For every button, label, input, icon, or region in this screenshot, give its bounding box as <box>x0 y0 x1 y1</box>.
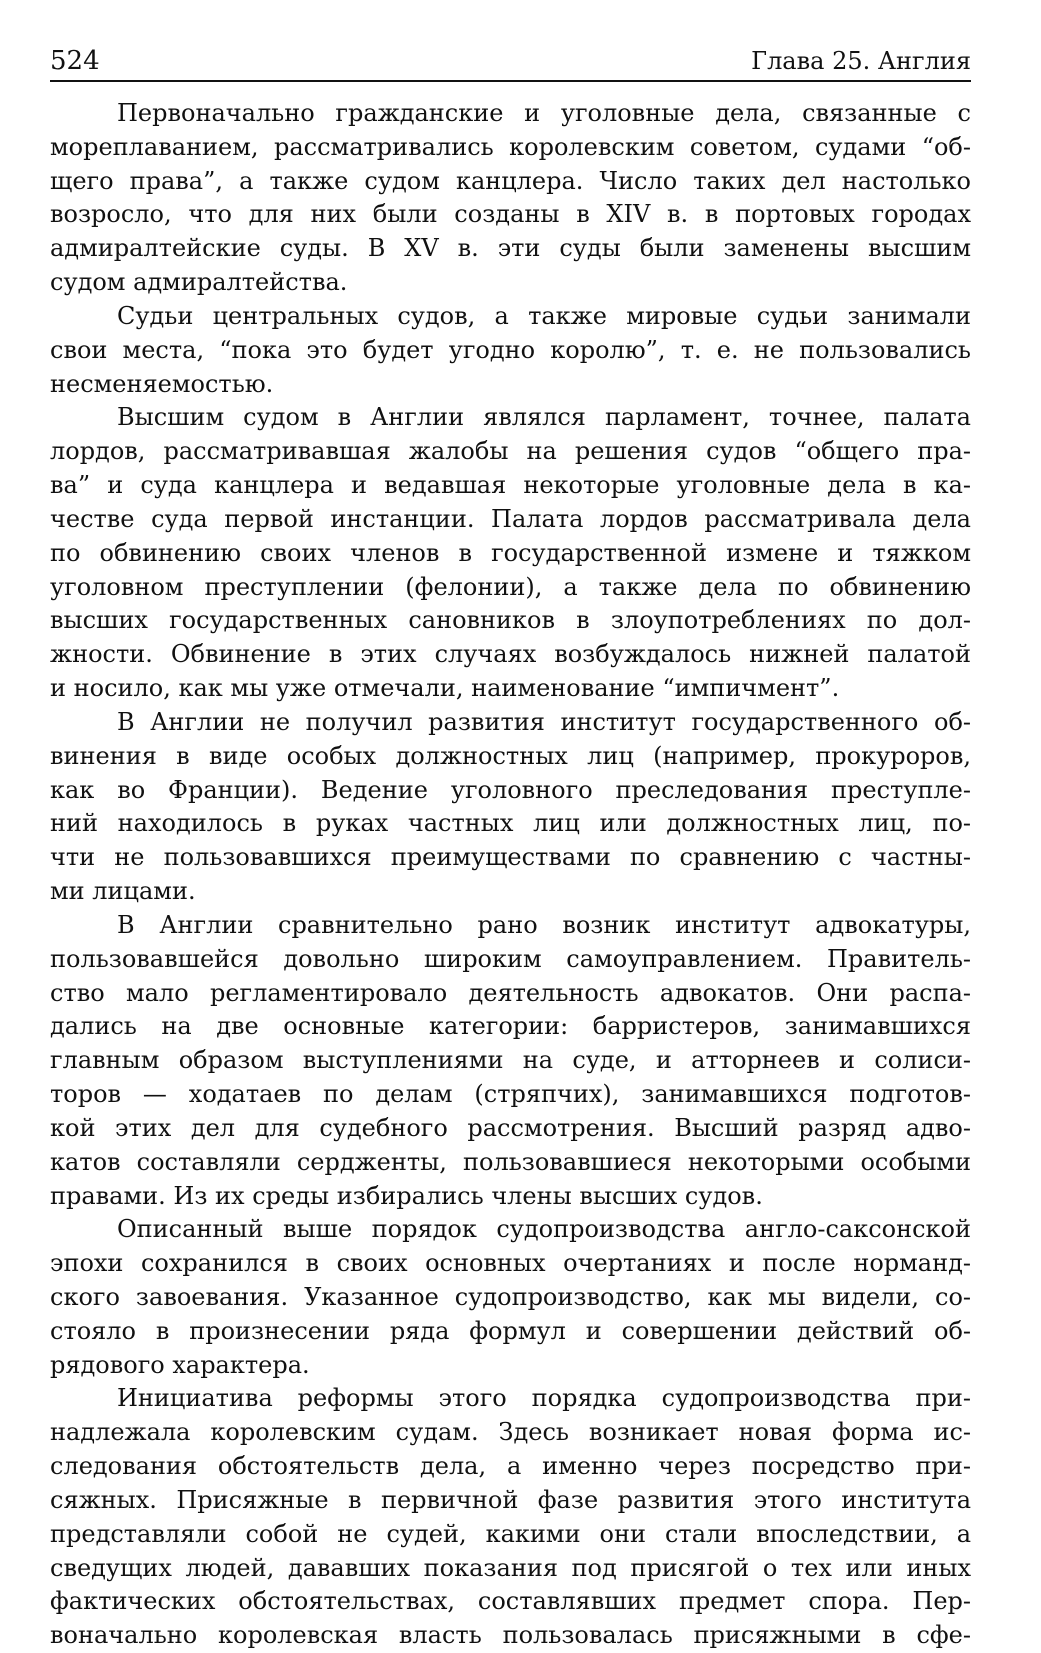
text-line: винения в виде особых должностных лиц (например, прокуроров, <box>50 741 971 770</box>
page-number: 524 <box>50 46 100 76</box>
text-line: и носило, как мы уже отмечали, наименование “импичмент”. <box>50 674 840 703</box>
text-line: ского завоевания. Указанное судопроизводство, как мы видели, со- <box>50 1282 971 1311</box>
text-line: возросло, что для них были созданы в XIV в. в портовых городах <box>50 200 971 229</box>
text-line: кой этих дел для судебного рассмотрения. Высший разряд адво- <box>50 1113 971 1142</box>
paragraph-first-line: Высшим судом в Англии являлся парламент, точнее, палата <box>117 403 971 432</box>
text-line: ний находилось в руках частных лиц или должностных лиц, по- <box>50 809 971 838</box>
text-line: как во Франции). Ведение уголовного преследования преступле- <box>50 775 971 804</box>
text-line: ми лицами. <box>50 877 196 906</box>
text-line: пользовавшейся довольно широким самоуправлением. Правитель- <box>50 944 971 973</box>
text-line: сяжных. Присяжные в первичной фазе развития этого института <box>50 1485 971 1514</box>
text-line: эпохи сохранился в своих основных очертаниях и после норманд- <box>50 1249 971 1278</box>
text-line: правами. Из их среды избирались члены высших судов. <box>50 1181 763 1210</box>
paragraph-first-line: Инициатива реформы этого порядка судопроизводства при- <box>117 1384 971 1413</box>
text-line: судом адмиралтейства. <box>50 268 348 297</box>
text-line: несменяемостью. <box>50 369 274 398</box>
text-line: стояло в произнесении ряда формул и совершении действий об- <box>50 1316 971 1345</box>
text-line: рядового характера. <box>50 1350 310 1379</box>
text-line: торов — ходатаев по делам (стряпчих), занимавшихся подготов- <box>50 1080 971 1109</box>
page-header <box>50 44 971 82</box>
text-line: представляли собой не судей, какими они стали впоследствии, а <box>50 1519 971 1548</box>
paragraph-first-line: Судьи центральных судов, а также мировые судьи занимали <box>117 301 971 330</box>
text-line: надлежала королевским судам. Здесь возникает новая форма ис- <box>50 1418 971 1447</box>
text-line: сведущих людей, дававших показания под присягой о тех или иных <box>50 1553 971 1582</box>
text-line: следования обстоятельств дела, а именно через посредство при- <box>50 1452 971 1481</box>
text-line: честве суда первой инстанции. Палата лордов рассматривала дела <box>50 504 971 533</box>
text-line: дались на две основные категории: барристеров, занимавшихся <box>50 1012 971 1041</box>
text-line: адмиралтейские суды. В XV в. эти суды были заменены высшим <box>50 234 971 263</box>
text-line: главным образом выступлениями на суде, и атторнеев и солиси- <box>50 1046 971 1075</box>
text-line: фактических обстоятельствах, составлявших предмет спора. Пер- <box>50 1587 971 1616</box>
text-line: уголовном преступлении (фелонии), а также дела по обвинению <box>50 572 971 601</box>
paragraph-first-line: В Англии сравнительно рано возник институт адвокатуры, <box>117 910 971 939</box>
text-line: чти не пользовавшихся преимуществами по сравнению с частны- <box>50 843 971 872</box>
paragraph-first-line: Первоначально гражданские и уголовные дела, связанные с <box>117 99 971 127</box>
text-line: мореплаванием, рассматривались королевским советом, судами “об- <box>50 132 971 161</box>
body-text <box>50 97 971 1653</box>
text-line: ва” и суда канцлера и ведавшая некоторые уголовные дела в ка- <box>50 471 971 500</box>
paragraph-first-line: Описанный выше порядок судопроизводства англо-саксонской <box>117 1215 971 1244</box>
text-line: лордов, рассматривавшая жалобы на решения судов “общего пра- <box>50 437 971 466</box>
text-line: по обвинению своих членов в государственной измене и тяжком <box>50 538 971 567</box>
running-head: Глава 25. Англия <box>751 47 971 75</box>
text-line: высших государственных сановников в злоупотреблениях по дол- <box>50 606 971 635</box>
paragraph-first-line: В Англии не получил развития институт государственного об- <box>117 707 971 736</box>
text-line: щего права”, а также судом канцлера. Число таких дел настолько <box>50 166 971 195</box>
text-line: свои места, “пока это будет угодно королю”, т. е. не пользовались <box>50 335 971 364</box>
text-line: жности. Обвинение в этих случаях возбуждалось нижней палатой <box>50 640 971 669</box>
text-line: ство мало регламентировало деятельность адвокатов. Они распа- <box>50 978 971 1007</box>
text-line: катов составляли сердженты, пользовавшиеся некоторыми особыми <box>50 1147 971 1176</box>
text-line: воначально королевская власть пользовалась присяжными в сфе- <box>50 1621 971 1650</box>
